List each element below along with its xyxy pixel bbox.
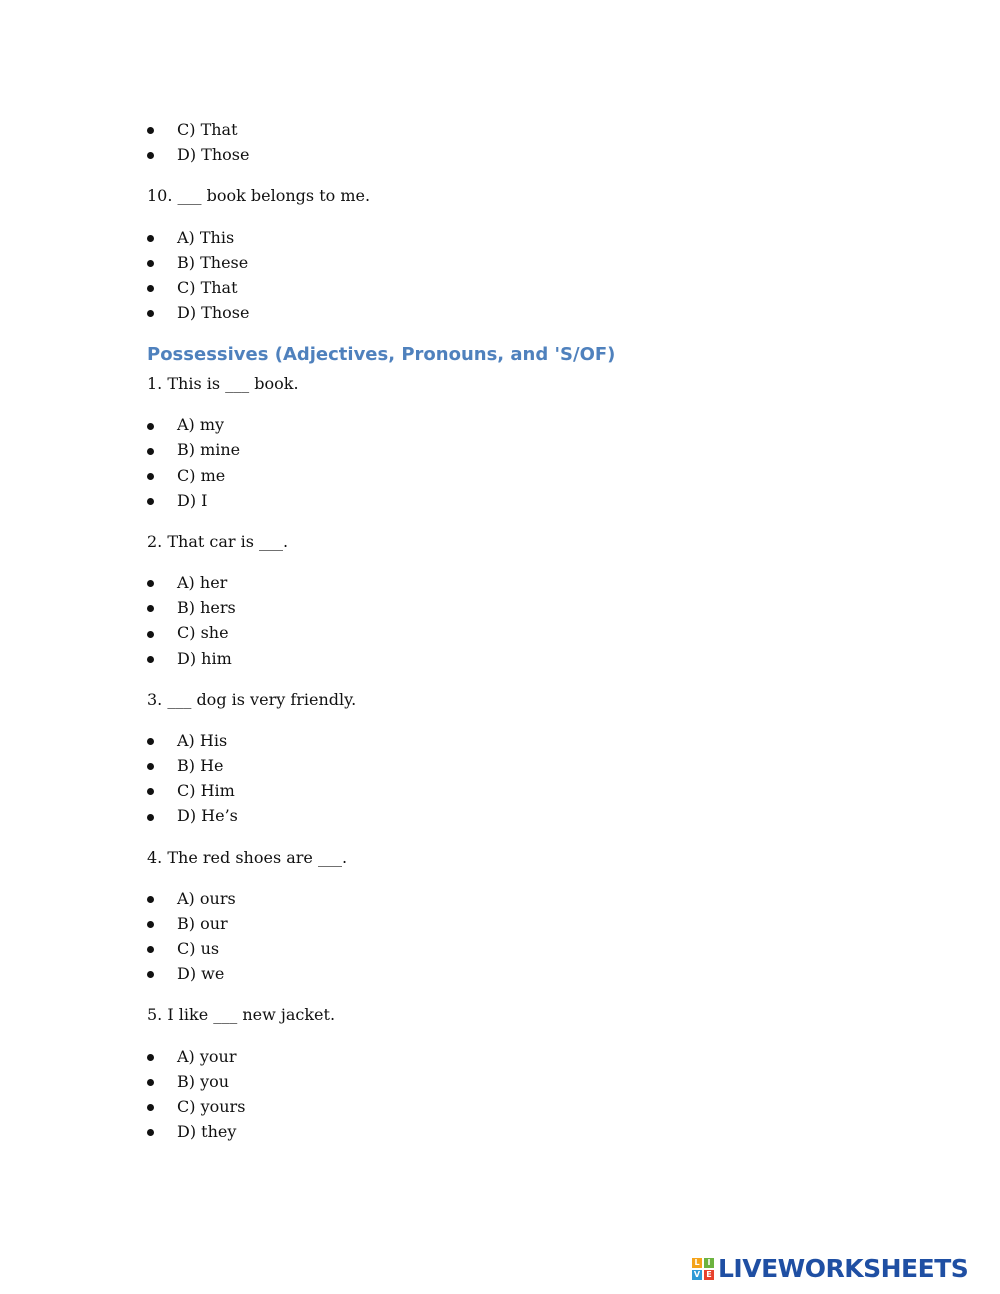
option-text: B) our: [177, 914, 228, 933]
option-text: C) me: [177, 466, 226, 485]
option-text: B) you: [177, 1072, 230, 1091]
option-text: D) Those: [177, 145, 250, 164]
option-text: A) ours: [177, 889, 236, 908]
question-text: 2. That car is ___.: [147, 532, 289, 551]
option-text: C) Him: [177, 781, 235, 800]
option-text: D) him: [177, 649, 232, 668]
option-text: D) they: [177, 1122, 237, 1141]
option-text: D) Those: [177, 303, 250, 322]
bullet-icon: [147, 285, 154, 292]
question-text: 5. I like ___ new jacket.: [147, 1005, 336, 1024]
option-text: A) His: [177, 731, 228, 750]
option-text: B) hers: [177, 598, 236, 617]
bullet-icon: [147, 473, 154, 480]
bullet-icon: [147, 127, 154, 134]
logo-cell: V: [693, 1270, 701, 1279]
bullet-icon: [147, 738, 154, 745]
option-text: C) That: [177, 120, 238, 139]
option-text: A) This: [177, 228, 235, 247]
option-text: B) He: [177, 756, 224, 775]
option-text: C) That: [177, 278, 238, 297]
option-text: C) us: [177, 939, 220, 958]
section-heading: Possessives (Adjectives, Pronouns, and 'S/OF): [147, 344, 616, 365]
option-text: D) I: [177, 491, 208, 510]
bullet-icon: [147, 310, 154, 317]
logo-cell: L: [692, 1258, 702, 1268]
bullet-icon: [147, 1129, 154, 1136]
option-text: B) These: [177, 253, 249, 272]
option-text: A) her: [177, 573, 228, 592]
question-text: 1. This is ___ book.: [147, 374, 299, 393]
logo-cell: E: [704, 1270, 714, 1280]
logo-mark-icon: [692, 1258, 714, 1280]
bullet-icon: [147, 423, 154, 430]
bullet-icon: [147, 235, 154, 242]
bullet-icon: [147, 605, 154, 612]
bullet-icon: [147, 580, 154, 587]
option-text: D) we: [177, 964, 225, 983]
option-text: A) your: [177, 1047, 237, 1066]
logo-text: LIVEWORKSHEETS: [718, 1254, 969, 1283]
bullet-icon: [147, 1104, 154, 1111]
logo-cell: I: [704, 1258, 714, 1268]
bullet-icon: [147, 921, 154, 928]
bullet-icon: [147, 814, 154, 821]
option-text: C) she: [177, 623, 229, 642]
option-text: B) mine: [177, 440, 241, 459]
bullet-icon: [147, 260, 154, 267]
question-text: 3. ___ dog is very friendly.: [147, 690, 357, 709]
bullet-icon: [147, 152, 154, 159]
question-10-text: 10. ___ book belongs to me.: [147, 186, 371, 205]
bullet-icon: [147, 788, 154, 795]
bullet-icon: [147, 656, 154, 663]
option-text: A) my: [177, 415, 225, 434]
option-text: D) He’s: [177, 806, 238, 825]
bullet-icon: [147, 1079, 154, 1086]
bullet-icon: [147, 1054, 154, 1061]
bullet-icon: [147, 631, 154, 638]
bullet-icon: [147, 971, 154, 978]
option-text: C) yours: [177, 1097, 246, 1116]
bullet-icon: [147, 896, 154, 903]
bullet-icon: [147, 498, 154, 505]
bullet-icon: [147, 448, 154, 455]
question-text: 4. The red shoes are ___.: [147, 848, 348, 867]
liveworksheets-logo: [692, 1256, 988, 1282]
bullet-icon: [147, 946, 154, 953]
bullet-icon: [147, 763, 154, 770]
